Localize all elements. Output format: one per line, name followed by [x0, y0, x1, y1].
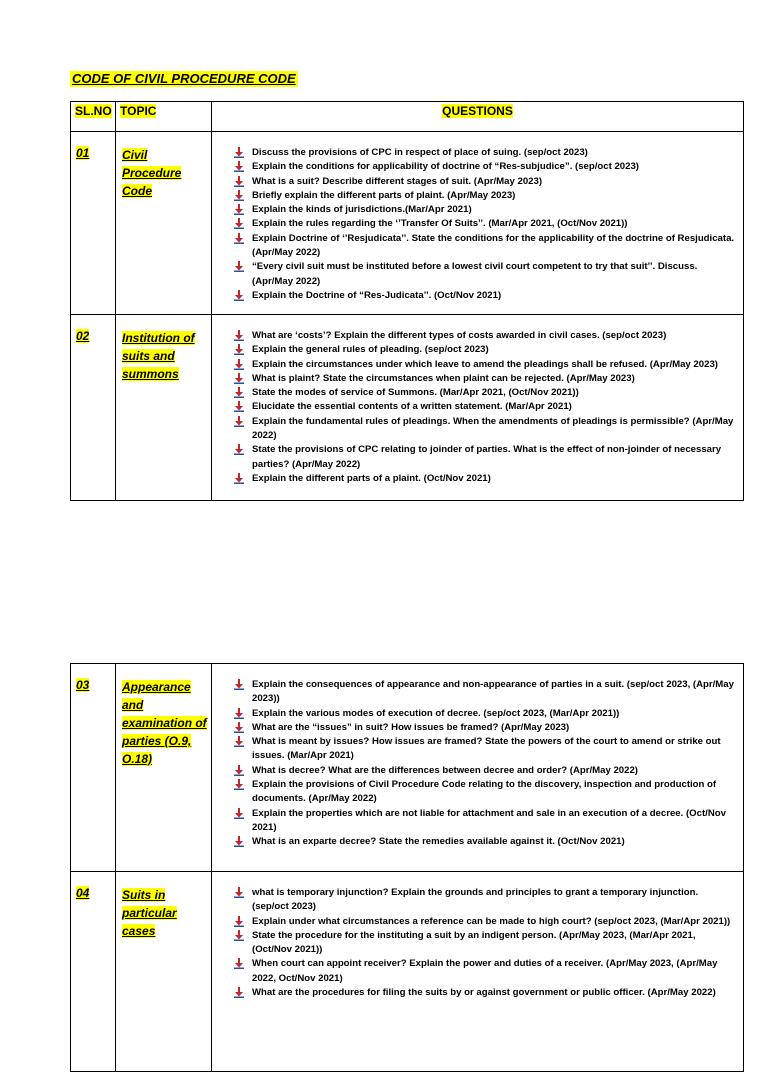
sl-no-cell: 04: [71, 872, 116, 1072]
arrow-down-bullet-icon: [234, 261, 244, 272]
question-item: [234, 260, 735, 289]
question-item: [234, 929, 735, 958]
question-item: [234, 146, 735, 160]
sl-no-cell: 03: [71, 664, 116, 872]
arrow-down-bullet-icon: [234, 930, 244, 941]
arrow-down-bullet-icon: [234, 344, 244, 355]
question-item: [234, 372, 735, 386]
arrow-down-bullet-icon: [234, 359, 244, 370]
question-text: State the modes of service of Summons. (Mar/Apr 2021, (Oct/Nov 2021)): [252, 387, 579, 399]
topic-cell: Civil Procedure Code: [116, 132, 212, 315]
question-text: Elucidate the essential contents of a written statement. (Mar/Apr 2021): [252, 401, 572, 413]
question-text: Explain the circumstances under which leave to amend the pleadings shall be refused. (Apr/May 2023): [252, 358, 718, 370]
question-list: [234, 678, 735, 850]
question-text: Explain the consequences of appearance and non-appearance of parties in a suit. (sep/oct 2023, (Apr/May 2023)): [252, 679, 734, 705]
question-item: [234, 343, 735, 357]
question-text: Explain the different parts of a plaint. (Oct/Nov 2021): [252, 472, 491, 484]
question-list: [234, 886, 735, 1000]
question-text: what is temporary injunction? Explain the grounds and principles to grant a temporary injunction. (sep/oct 2023): [252, 887, 699, 913]
question-text: Explain the general rules of pleading. (sep/oct 2023): [252, 344, 489, 356]
question-text: What are the “issues” in suit? How issues be framed? (Apr/May 2023): [252, 721, 570, 733]
topic-cell: Suits in particular cases: [116, 872, 212, 1072]
header-questions: QUESTIONS: [212, 102, 744, 132]
table-header-row: [71, 102, 744, 132]
arrow-down-bullet-icon: [234, 330, 244, 341]
arrow-down-bullet-icon: [234, 161, 244, 172]
sl-no-cell: 01: [71, 132, 116, 315]
sl-no-cell: 02: [71, 315, 116, 501]
question-text: Explain the properties which are not liable for attachment and sale in an execution of a decree. (Oct/Nov 2021): [252, 807, 726, 833]
question-text: What is a suit? Describe different stages of suit. (Apr/May 2023): [252, 175, 543, 187]
arrow-down-bullet-icon: [234, 808, 244, 819]
question-text: Explain the kinds of jurisdictions.(Mar/Apr 2021): [252, 204, 472, 216]
question-text: Explain the fundamental rules of pleadings. When the amendments of pleadings is permissible? (Apr/May 2022): [252, 415, 734, 442]
arrow-down-bullet-icon: [234, 473, 244, 484]
question-item: [234, 203, 735, 217]
question-text: What are ‘costs’? Explain the different types of costs awarded in civil cases. (sep/oct 2023): [252, 330, 667, 341]
question-item: [234, 289, 735, 303]
arrow-down-bullet-icon: [234, 887, 244, 898]
arrow-down-bullet-icon: [234, 373, 244, 384]
question-text: Explain the conditions for applicability of doctrine of “Res-subjudice”. (sep/oct 2023): [252, 161, 640, 173]
arrow-down-bullet-icon: [234, 958, 244, 969]
question-item: [234, 707, 735, 721]
table-row: [71, 315, 744, 501]
arrow-down-bullet-icon: [234, 779, 244, 790]
arrow-down-bullet-icon: [234, 290, 244, 301]
arrow-down-bullet-icon: [234, 176, 244, 187]
question-text: What is an exparte decree? State the remedies available against it. (Oct/Nov 2021): [252, 836, 625, 848]
question-text: Discuss the provisions of CPC in respect of place of suing. (sep/oct 2023): [252, 147, 588, 158]
arrow-down-bullet-icon: [234, 722, 244, 733]
question-text: Explain under what circumstances a reference can be made to high court? (sep/oct 2023, (Mar/Apr 2021)): [252, 915, 731, 927]
question-item: [234, 764, 735, 778]
header-sl-no: SL.NO: [71, 102, 116, 132]
arrow-down-bullet-icon: [234, 987, 244, 998]
question-item: [234, 886, 735, 915]
arrow-down-bullet-icon: [234, 916, 244, 927]
question-item: [234, 415, 735, 444]
question-list: [234, 146, 735, 303]
arrow-down-bullet-icon: [234, 401, 244, 412]
questions-table: [70, 101, 744, 501]
arrow-down-bullet-icon: [234, 836, 244, 847]
document-title: CODE OF CIVIL PROCEDURE CODE: [72, 71, 296, 86]
question-item: [234, 217, 735, 231]
question-item: [234, 329, 735, 343]
arrow-down-bullet-icon: [234, 387, 244, 398]
question-item: [234, 443, 735, 472]
arrow-down-bullet-icon: [234, 204, 244, 215]
question-item: [234, 915, 735, 929]
arrow-down-bullet-icon: [234, 190, 244, 201]
question-item: [234, 986, 735, 1000]
question-text: When court can appoint receiver? Explain the power and duties of a receiver. (Apr/May 2023, (Apr/May 2022, Oct/Nov 2021): [252, 958, 718, 984]
topic-cell: Institution of suits and summons: [116, 315, 212, 501]
question-text: Explain the rules regarding the ‘’Transfer Of Suits’’. (Mar/Apr 2021, (Oct/Nov 2021)): [252, 218, 628, 230]
questions-cell: [212, 132, 744, 315]
question-text: What is meant by issues? How issues are framed? State the powers of the court to amend or strike out issues. (Mar/Apr 2021): [252, 736, 721, 762]
question-item: [234, 778, 735, 807]
question-item: [234, 807, 735, 836]
question-text: Explain the provisions of Civil Procedure Code relating to the discovery, inspection and production of documents. (Apr/May 2022): [252, 779, 717, 805]
arrow-down-bullet-icon: [234, 416, 244, 427]
arrow-down-bullet-icon: [234, 233, 244, 244]
arrow-down-bullet-icon: [234, 708, 244, 719]
table-row: [71, 664, 744, 872]
question-text: Explain the various modes of execution of decree. (sep/oct 2023, (Mar/Apr 2021)): [252, 707, 620, 719]
questions-cell: [212, 872, 744, 1072]
questions-cell: [212, 315, 744, 501]
question-item: [234, 721, 735, 735]
questions-table-continued: [70, 663, 744, 1072]
table-row: [71, 132, 744, 315]
question-item: [234, 400, 735, 414]
question-item: [234, 678, 735, 707]
question-text: State the provisions of CPC relating to joinder of parties. What is the effect of non-joinder of necessary parties? (Apr/May 2022): [252, 444, 722, 470]
question-text: Explain Doctrine of ‘’Resjudicata’’. State the conditions for the applicability of the doctrine of Resjudicata. (Apr/May 2022): [252, 232, 735, 259]
question-text: What are the procedures for filing the suits by or against government or public officer. (Apr/May 2022): [252, 987, 716, 999]
arrow-down-bullet-icon: [234, 679, 244, 690]
question-text: Explain the Doctrine of “Res-Judicata’’. (Oct/Nov 2021): [252, 289, 502, 301]
questions-cell: [212, 664, 744, 872]
arrow-down-bullet-icon: [234, 147, 244, 158]
question-item: [234, 232, 735, 261]
question-item: [234, 472, 735, 486]
question-text: “Every civil suit must be instituted before a lowest civil court competent to try that suit’’. Discuss. (Apr/May 2022): [252, 261, 698, 287]
arrow-down-bullet-icon: [234, 736, 244, 747]
question-item: [234, 175, 735, 189]
table-row: [71, 872, 744, 1072]
question-list: [234, 329, 735, 486]
topic-cell: Appearance and examination of parties (O.9, O.18): [116, 664, 212, 872]
question-text: Briefly explain the different parts of plaint. (Apr/May 2023): [252, 189, 516, 201]
question-text: State the procedure for the instituting a suit by an indigent person. (Apr/May 2023, (Mar/Apr 2021, (Oct/Nov 2021)): [252, 929, 696, 956]
question-text: What is plaint? State the circumstances when plaint can be rejected. (Apr/May 2023): [252, 372, 635, 384]
question-item: [234, 835, 735, 849]
question-item: [234, 735, 735, 764]
arrow-down-bullet-icon: [234, 444, 244, 455]
arrow-down-bullet-icon: [234, 218, 244, 229]
header-topic: TOPIC: [116, 102, 212, 132]
question-item: [234, 160, 735, 174]
question-item: [234, 957, 735, 986]
arrow-down-bullet-icon: [234, 765, 244, 776]
question-item: [234, 386, 735, 400]
question-item: [234, 189, 735, 203]
question-item: [234, 358, 735, 372]
question-text: What is decree? What are the differences between decree and order? (Apr/May 2022): [252, 764, 638, 776]
